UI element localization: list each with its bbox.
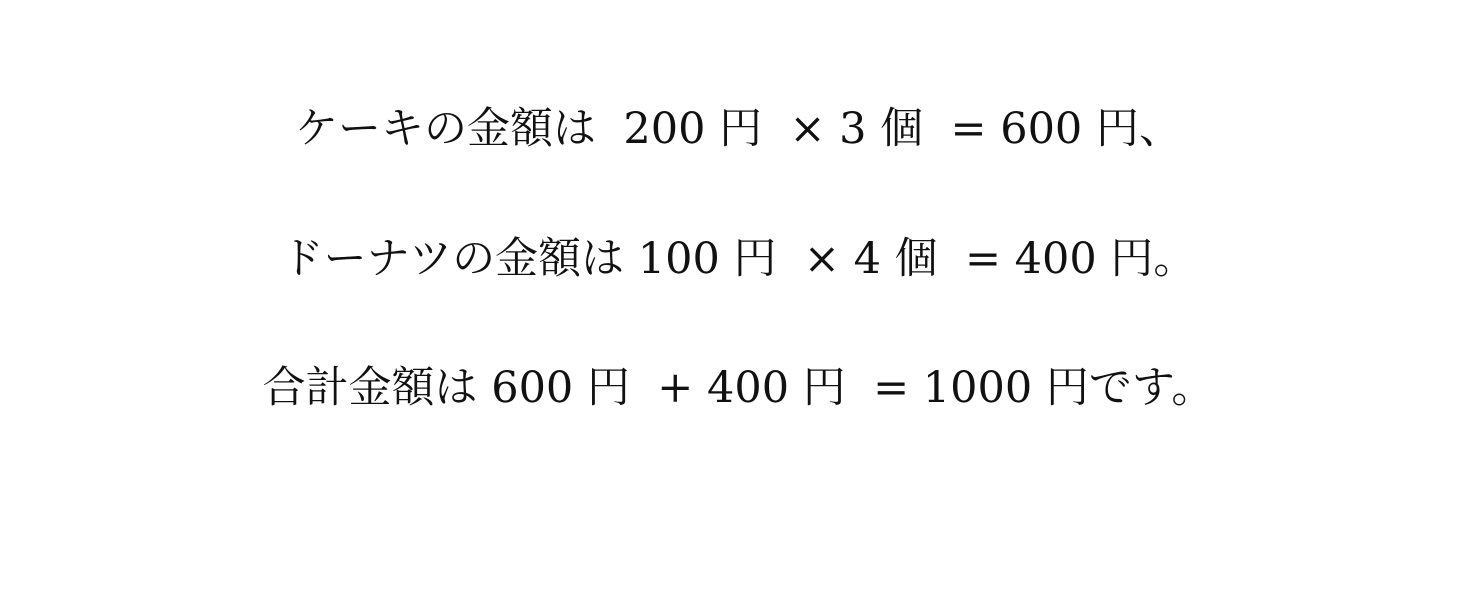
total-price-line: 合計金額は 600 円 + 400 円 = 1000 円です。 [262,363,1215,413]
cake-price-line: ケーキの金額は 200 円 × 3 個 = 600 円、 [295,104,1182,154]
donut-price-line: ドーナツの金額は 100 円 × 4 個 = 400 円。 [280,234,1197,284]
